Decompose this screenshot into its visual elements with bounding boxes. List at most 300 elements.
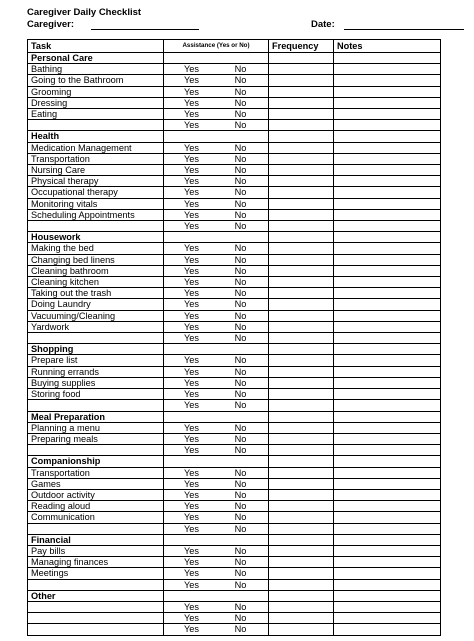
task-cell: Nursing Care <box>28 165 164 176</box>
notes-cell[interactable] <box>334 277 441 288</box>
notes-cell[interactable] <box>334 86 441 97</box>
notes-cell[interactable] <box>334 400 441 411</box>
table-row <box>28 545 441 556</box>
frequency-cell[interactable] <box>269 176 334 187</box>
section-empty-cell <box>164 534 269 545</box>
section-row <box>28 590 441 601</box>
no-option[interactable]: No <box>234 299 247 310</box>
yes-option[interactable]: Yes <box>184 198 199 209</box>
assistance-cell <box>164 299 269 310</box>
no-option[interactable]: No <box>234 142 247 153</box>
no-option[interactable]: No <box>234 355 247 366</box>
assistance-cell <box>164 165 269 176</box>
frequency-cell[interactable] <box>269 579 334 590</box>
assistance-cell <box>164 478 269 489</box>
section-title: Other <box>28 590 164 601</box>
assistance-cell <box>164 288 269 299</box>
yes-option[interactable]: Yes <box>184 120 199 131</box>
yes-option[interactable]: Yes <box>184 254 199 265</box>
table-row <box>28 142 441 153</box>
frequency-cell[interactable] <box>269 557 334 568</box>
no-option[interactable]: No <box>234 86 247 97</box>
assistance-cell <box>164 176 269 187</box>
table-row <box>28 433 441 444</box>
frequency-cell[interactable] <box>269 277 334 288</box>
task-cell <box>28 333 164 344</box>
yes-option[interactable]: Yes <box>184 176 199 187</box>
assistance-cell <box>164 579 269 590</box>
no-option[interactable]: No <box>234 153 247 164</box>
frequency-cell[interactable] <box>269 254 334 265</box>
frequency-cell[interactable] <box>269 489 334 500</box>
date-field[interactable] <box>344 29 464 30</box>
assistance-cell <box>164 545 269 556</box>
table-row <box>28 512 441 523</box>
task-cell: Buying supplies <box>28 377 164 388</box>
assistance-cell <box>164 366 269 377</box>
notes-cell[interactable] <box>334 523 441 534</box>
notes-cell[interactable] <box>334 467 441 478</box>
yes-option[interactable]: Yes <box>184 366 199 377</box>
table-row <box>28 467 441 478</box>
column-header-task: Task <box>28 40 164 53</box>
task-cell: Cleaning kitchen <box>28 277 164 288</box>
frequency-cell[interactable] <box>269 153 334 164</box>
notes-cell[interactable] <box>334 601 441 612</box>
frequency-cell[interactable] <box>269 355 334 366</box>
frequency-cell[interactable] <box>269 433 334 444</box>
no-option[interactable]: No <box>234 557 247 568</box>
no-option[interactable]: No <box>234 568 247 579</box>
frequency-cell[interactable] <box>269 209 334 220</box>
assistance-cell <box>164 254 269 265</box>
no-option[interactable]: No <box>234 523 247 534</box>
yes-option[interactable]: Yes <box>184 209 199 220</box>
section-empty-cell <box>269 590 334 601</box>
task-cell: Running errands <box>28 366 164 377</box>
caregiver-field[interactable] <box>91 29 199 30</box>
task-cell <box>28 445 164 456</box>
notes-cell[interactable] <box>334 97 441 108</box>
yes-option[interactable]: Yes <box>184 142 199 153</box>
task-cell <box>28 601 164 612</box>
task-cell: Preparing meals <box>28 433 164 444</box>
frequency-cell[interactable] <box>269 377 334 388</box>
section-title: Meal Preparation <box>28 411 164 422</box>
frequency-cell[interactable] <box>269 478 334 489</box>
section-empty-cell <box>164 456 269 467</box>
frequency-cell[interactable] <box>269 501 334 512</box>
task-cell: Doing Laundry <box>28 299 164 310</box>
table-row <box>28 209 441 220</box>
notes-cell[interactable] <box>334 478 441 489</box>
frequency-cell[interactable] <box>269 109 334 120</box>
no-option[interactable]: No <box>234 601 247 612</box>
yes-option[interactable]: Yes <box>184 333 199 344</box>
frequency-cell[interactable] <box>269 265 334 276</box>
table-row <box>28 120 441 131</box>
no-option[interactable]: No <box>234 624 247 635</box>
assistance-cell <box>164 321 269 332</box>
frequency-cell[interactable] <box>269 467 334 478</box>
notes-cell[interactable] <box>334 613 441 624</box>
assistance-cell <box>164 467 269 478</box>
no-option[interactable]: No <box>234 75 247 86</box>
assistance-cell <box>164 601 269 612</box>
assistance-cell <box>164 445 269 456</box>
notes-cell[interactable] <box>334 176 441 187</box>
no-option[interactable]: No <box>234 176 247 187</box>
assistance-cell <box>164 568 269 579</box>
yes-option[interactable]: Yes <box>184 489 199 500</box>
no-option[interactable]: No <box>234 489 247 500</box>
column-header-notes: Notes <box>334 40 441 53</box>
notes-cell[interactable] <box>334 254 441 265</box>
section-row <box>28 456 441 467</box>
notes-cell[interactable] <box>334 265 441 276</box>
date-label: Date: <box>311 19 335 30</box>
notes-cell[interactable] <box>334 422 441 433</box>
table-row <box>28 333 441 344</box>
notes-cell[interactable] <box>334 501 441 512</box>
frequency-cell[interactable] <box>269 64 334 75</box>
task-cell: Meetings <box>28 568 164 579</box>
notes-cell[interactable] <box>334 377 441 388</box>
no-option[interactable]: No <box>234 198 247 209</box>
no-option[interactable]: No <box>234 64 247 75</box>
yes-option[interactable]: Yes <box>184 265 199 276</box>
notes-cell[interactable] <box>334 209 441 220</box>
no-option[interactable]: No <box>234 288 247 299</box>
task-cell: Transportation <box>28 153 164 164</box>
task-cell: Bathing <box>28 64 164 75</box>
section-empty-cell <box>164 131 269 142</box>
notes-cell[interactable] <box>334 321 441 332</box>
table-row <box>28 97 441 108</box>
table-row <box>28 501 441 512</box>
section-empty-cell <box>269 534 334 545</box>
checklist-body <box>28 53 441 636</box>
table-row <box>28 557 441 568</box>
frequency-cell[interactable] <box>269 243 334 254</box>
frequency-cell[interactable] <box>269 512 334 523</box>
assistance-cell <box>164 64 269 75</box>
frequency-cell[interactable] <box>269 624 334 635</box>
notes-cell[interactable] <box>334 288 441 299</box>
task-cell: Medication Management <box>28 142 164 153</box>
frequency-cell[interactable] <box>269 97 334 108</box>
notes-cell[interactable] <box>334 545 441 556</box>
no-option[interactable]: No <box>234 400 247 411</box>
yes-option[interactable]: Yes <box>184 75 199 86</box>
no-option[interactable]: No <box>234 501 247 512</box>
frequency-cell[interactable] <box>269 86 334 97</box>
frequency-cell[interactable] <box>269 299 334 310</box>
section-empty-cell <box>164 411 269 422</box>
yes-option[interactable]: Yes <box>184 97 199 108</box>
section-title: Financial <box>28 534 164 545</box>
yes-option[interactable]: Yes <box>184 389 199 400</box>
table-row <box>28 198 441 209</box>
no-option[interactable]: No <box>234 321 247 332</box>
frequency-cell[interactable] <box>269 310 334 321</box>
assistance-cell <box>164 310 269 321</box>
notes-cell[interactable] <box>334 489 441 500</box>
notes-cell[interactable] <box>334 355 441 366</box>
frequency-cell[interactable] <box>269 445 334 456</box>
section-empty-cell <box>269 456 334 467</box>
no-option[interactable]: No <box>234 333 247 344</box>
task-cell: Making the bed <box>28 243 164 254</box>
task-cell: Reading aloud <box>28 501 164 512</box>
task-cell <box>28 613 164 624</box>
notes-cell[interactable] <box>334 64 441 75</box>
table-header-row <box>28 40 441 53</box>
no-option[interactable]: No <box>234 265 247 276</box>
table-row <box>28 243 441 254</box>
section-empty-cell <box>334 534 441 545</box>
yes-option[interactable]: Yes <box>184 601 199 612</box>
task-cell: Storing food <box>28 389 164 400</box>
table-row <box>28 489 441 500</box>
assistance-cell <box>164 355 269 366</box>
notes-cell[interactable] <box>334 120 441 131</box>
assistance-cell <box>164 433 269 444</box>
assistance-cell <box>164 153 269 164</box>
frequency-cell[interactable] <box>269 198 334 209</box>
notes-cell[interactable] <box>334 310 441 321</box>
no-option[interactable]: No <box>234 389 247 400</box>
assistance-cell <box>164 333 269 344</box>
notes-cell[interactable] <box>334 333 441 344</box>
notes-cell[interactable] <box>334 579 441 590</box>
frequency-cell[interactable] <box>269 75 334 86</box>
yes-option[interactable]: Yes <box>184 579 199 590</box>
no-option[interactable]: No <box>234 377 247 388</box>
section-empty-cell <box>334 590 441 601</box>
yes-option[interactable]: Yes <box>184 221 199 232</box>
section-empty-cell <box>269 411 334 422</box>
yes-option[interactable]: Yes <box>184 64 199 75</box>
no-option[interactable]: No <box>234 277 247 288</box>
no-option[interactable]: No <box>234 187 247 198</box>
yes-option[interactable]: Yes <box>184 433 199 444</box>
task-cell: Grooming <box>28 86 164 97</box>
yes-option[interactable]: Yes <box>184 109 199 120</box>
no-option[interactable]: No <box>234 109 247 120</box>
section-title: Health <box>28 131 164 142</box>
no-option[interactable]: No <box>234 97 247 108</box>
assistance-cell <box>164 209 269 220</box>
no-option[interactable]: No <box>234 445 247 456</box>
notes-cell[interactable] <box>334 109 441 120</box>
task-cell: Managing finances <box>28 557 164 568</box>
notes-cell[interactable] <box>334 165 441 176</box>
section-empty-cell <box>269 344 334 355</box>
yes-option[interactable]: Yes <box>184 624 199 635</box>
column-header-frequency: Frequency <box>269 40 334 53</box>
no-option[interactable]: No <box>234 366 247 377</box>
no-option[interactable]: No <box>234 579 247 590</box>
notes-cell[interactable] <box>334 512 441 523</box>
no-option[interactable]: No <box>234 120 247 131</box>
yes-option[interactable]: Yes <box>184 288 199 299</box>
yes-option[interactable]: Yes <box>184 512 199 523</box>
yes-option[interactable]: Yes <box>184 299 199 310</box>
yes-option[interactable]: Yes <box>184 86 199 97</box>
assistance-cell <box>164 624 269 635</box>
assistance-cell <box>164 198 269 209</box>
no-option[interactable]: No <box>234 422 247 433</box>
notes-cell[interactable] <box>334 389 441 400</box>
notes-cell[interactable] <box>334 366 441 377</box>
assistance-cell <box>164 109 269 120</box>
section-row <box>28 232 441 243</box>
yes-option[interactable]: Yes <box>184 445 199 456</box>
notes-cell[interactable] <box>334 243 441 254</box>
task-cell <box>28 221 164 232</box>
no-option[interactable]: No <box>234 165 247 176</box>
frequency-cell[interactable] <box>269 120 334 131</box>
section-empty-cell <box>164 53 269 64</box>
frequency-cell[interactable] <box>269 389 334 400</box>
yes-option[interactable]: Yes <box>184 478 199 489</box>
frequency-cell[interactable] <box>269 400 334 411</box>
assistance-cell <box>164 523 269 534</box>
table-row <box>28 321 441 332</box>
table-row <box>28 299 441 310</box>
notes-cell[interactable] <box>334 557 441 568</box>
document-header <box>27 5 447 35</box>
frequency-cell[interactable] <box>269 288 334 299</box>
task-cell: Scheduling Appointments <box>28 209 164 220</box>
task-cell: Planning a menu <box>28 422 164 433</box>
yes-option[interactable]: Yes <box>184 545 199 556</box>
notes-cell[interactable] <box>334 153 441 164</box>
frequency-cell[interactable] <box>269 142 334 153</box>
task-cell: Dressing <box>28 97 164 108</box>
yes-option[interactable]: Yes <box>184 523 199 534</box>
no-option[interactable]: No <box>234 209 247 220</box>
table-row <box>28 523 441 534</box>
assistance-cell <box>164 86 269 97</box>
table-row <box>28 613 441 624</box>
table-row <box>28 377 441 388</box>
notes-cell[interactable] <box>334 221 441 232</box>
task-cell: Changing bed linens <box>28 254 164 265</box>
table-row <box>28 187 441 198</box>
yes-option[interactable]: Yes <box>184 165 199 176</box>
task-cell: Occupational therapy <box>28 187 164 198</box>
notes-cell[interactable] <box>334 568 441 579</box>
notes-cell[interactable] <box>334 198 441 209</box>
frequency-cell[interactable] <box>269 165 334 176</box>
yes-option[interactable]: Yes <box>184 557 199 568</box>
task-cell <box>28 523 164 534</box>
assistance-cell <box>164 557 269 568</box>
notes-cell[interactable] <box>334 75 441 86</box>
frequency-cell[interactable] <box>269 366 334 377</box>
table-row <box>28 445 441 456</box>
yes-option[interactable]: Yes <box>184 310 199 321</box>
yes-option[interactable]: Yes <box>184 501 199 512</box>
yes-option[interactable]: Yes <box>184 243 199 254</box>
notes-cell[interactable] <box>334 624 441 635</box>
document-title: Caregiver Daily Checklist <box>27 7 142 18</box>
task-cell: Vacuuming/Cleaning <box>28 310 164 321</box>
no-option[interactable]: No <box>234 221 247 232</box>
task-cell: Communication <box>28 512 164 523</box>
yes-option[interactable]: Yes <box>184 422 199 433</box>
no-option[interactable]: No <box>234 310 247 321</box>
section-row <box>28 411 441 422</box>
no-option[interactable]: No <box>234 613 247 624</box>
frequency-cell[interactable] <box>269 187 334 198</box>
no-option[interactable]: No <box>234 545 247 556</box>
no-option[interactable]: No <box>234 243 247 254</box>
section-empty-cell <box>334 53 441 64</box>
task-cell: Prepare list <box>28 355 164 366</box>
assistance-cell <box>164 265 269 276</box>
frequency-cell[interactable] <box>269 568 334 579</box>
yes-option[interactable]: Yes <box>184 568 199 579</box>
frequency-cell[interactable] <box>269 333 334 344</box>
notes-cell[interactable] <box>334 299 441 310</box>
yes-option[interactable]: Yes <box>184 321 199 332</box>
notes-cell[interactable] <box>334 445 441 456</box>
notes-cell[interactable] <box>334 433 441 444</box>
table-row <box>28 221 441 232</box>
yes-option[interactable]: Yes <box>184 613 199 624</box>
frequency-cell[interactable] <box>269 321 334 332</box>
section-row <box>28 534 441 545</box>
frequency-cell[interactable] <box>269 545 334 556</box>
no-option[interactable]: No <box>234 478 247 489</box>
yes-option[interactable]: Yes <box>184 467 199 478</box>
frequency-cell[interactable] <box>269 601 334 612</box>
task-cell <box>28 400 164 411</box>
assistance-cell <box>164 120 269 131</box>
table-row <box>28 601 441 612</box>
yes-option[interactable]: Yes <box>184 355 199 366</box>
table-row <box>28 568 441 579</box>
yes-option[interactable]: Yes <box>184 277 199 288</box>
frequency-cell[interactable] <box>269 523 334 534</box>
no-option[interactable]: No <box>234 254 247 265</box>
table-row <box>28 579 441 590</box>
section-row <box>28 344 441 355</box>
task-cell: Games <box>28 478 164 489</box>
task-cell <box>28 579 164 590</box>
frequency-cell[interactable] <box>269 613 334 624</box>
no-option[interactable]: No <box>234 433 247 444</box>
table-row <box>28 310 441 321</box>
yes-option[interactable]: Yes <box>184 153 199 164</box>
frequency-cell[interactable] <box>269 422 334 433</box>
task-cell: Cleaning bathroom <box>28 265 164 276</box>
yes-option[interactable]: Yes <box>184 187 199 198</box>
yes-option[interactable]: Yes <box>184 377 199 388</box>
section-empty-cell <box>334 344 441 355</box>
notes-cell[interactable] <box>334 187 441 198</box>
column-header-assistance: Assistance (Yes or No) <box>164 40 269 53</box>
notes-cell[interactable] <box>334 142 441 153</box>
no-option[interactable]: No <box>234 467 247 478</box>
caregiver-label: Caregiver: <box>27 19 74 30</box>
frequency-cell[interactable] <box>269 221 334 232</box>
yes-option[interactable]: Yes <box>184 400 199 411</box>
no-option[interactable]: No <box>234 512 247 523</box>
